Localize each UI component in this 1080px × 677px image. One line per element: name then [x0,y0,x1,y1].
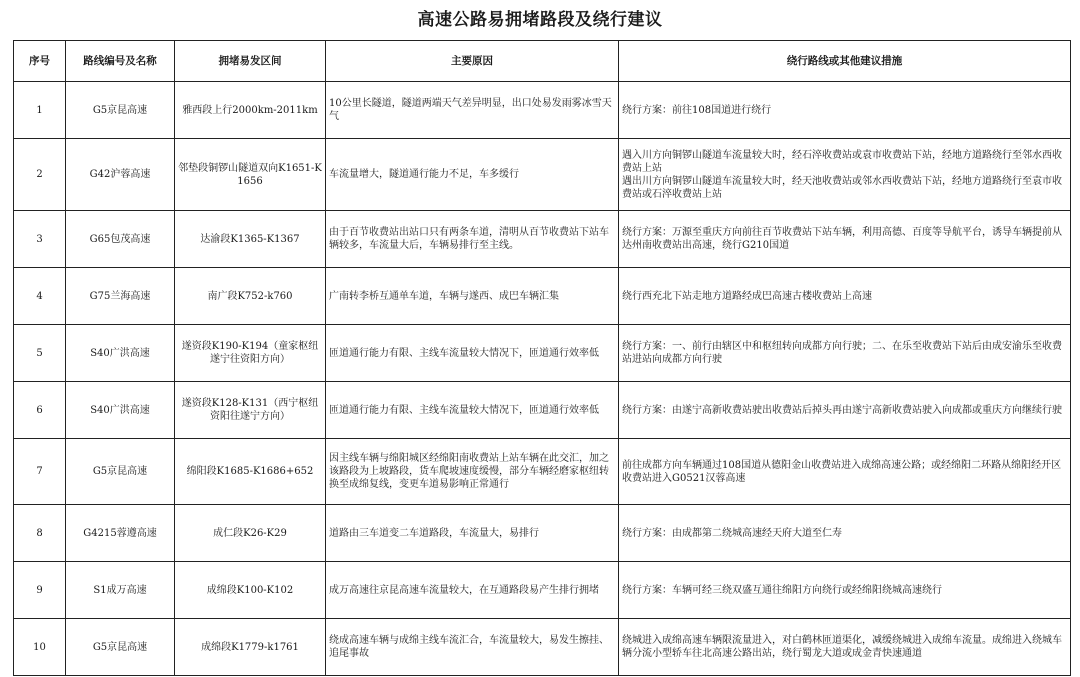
row-route: G5京昆高速 [66,82,175,139]
row-route: G42沪蓉高速 [66,139,175,211]
row-advice: 绕行方案：车辆可经三绕双盛互通往绵阳方向绕行或经绵阳绕城高速绕行 [619,562,1071,619]
row-reason: 10公里长隧道，隧道两端天气差异明显，出口处易发雨雾冰雪天气 [326,82,619,139]
row-section: 雅西段上行2000km-2011km [175,82,326,139]
row-reason: 匝道通行能力有限、主线车流量较大情况下，匝道通行效率低 [326,325,619,382]
row-section: 达渝段K1365-K1367 [175,211,326,268]
row-reason: 广南转李桥互通单车道，车辆与遂西、成巴车辆汇集 [326,268,619,325]
row-no: 1 [14,82,66,139]
row-no: 6 [14,382,66,439]
row-advice: 绕城进入成绵高速车辆限流量进入，对白鹤林匝道渠化，减缓绕城进入成绵车流量。成绵进入绕城车辆分流小型轿车往北高速公路出站，绕行蜀龙大道或成金青快速通道 [619,619,1071,676]
row-no: 10 [14,619,66,676]
table-row [14,382,1071,439]
row-section: 南广段K752-k760 [175,268,326,325]
row-no: 4 [14,268,66,325]
table-header-row [14,41,1071,82]
table-row [14,619,1071,676]
table-row [14,82,1071,139]
row-advice: 前往成都方向车辆通过108国道从德阳金山收费站进入成绵高速公路；或经绵阳二环路从绵阳经开区收费站进入G0521汉蓉高速 [619,439,1071,505]
detour-table [13,40,1071,676]
col-header-route: 路线编号及名称 [66,41,175,82]
col-header-no: 序号 [14,41,66,82]
table-row [14,505,1071,562]
row-no: 9 [14,562,66,619]
row-advice: 绕行方案：前往108国道进行绕行 [619,82,1071,139]
row-reason: 匝道通行能力有限、主线车流量较大情况下，匝道通行效率低 [326,382,619,439]
row-route: G75兰海高速 [66,268,175,325]
row-route: G4215蓉遵高速 [66,505,175,562]
row-route: S40广洪高速 [66,325,175,382]
col-header-advice: 绕行路线或其他建议措施 [619,41,1071,82]
row-route: G65包茂高速 [66,211,175,268]
row-no: 2 [14,139,66,211]
row-section: 成绵段K100-K102 [175,562,326,619]
row-section: 成仁段K26-K29 [175,505,326,562]
row-advice: 绕行方案：一、前行由辖区中和枢纽转向成都方向行驶；二、在乐至收费站下站后由成安渝乐至收费站进站向成都方向行驶 [619,325,1071,382]
row-reason: 道路由三车道变二车道路段，车流量大，易排行 [326,505,619,562]
row-route: G5京昆高速 [66,619,175,676]
row-advice: 绕行西充北下站走地方道路经成巴高速古楼收费站上高速 [619,268,1071,325]
row-route: S40广洪高速 [66,382,175,439]
row-route: G5京昆高速 [66,439,175,505]
advice-line: 遇出川方向铜锣山隧道车流量较大时，经天池收费站或邻水西收费站下站，经地方道路绕行至袁市收费站或石淬收费站上站 [622,175,1062,200]
row-section: 绵阳段K1685-K1686+652 [175,439,326,505]
row-reason: 因主线车辆与绵阳城区经绵阳南收费站上站车辆在此交汇，加之该路段为上坡路段，货车爬坡速度缓慢，部分车辆经磨家枢纽转换至成绵复线，变更车道易影响正常通行 [326,439,619,505]
col-header-section: 拥堵易发区间 [175,41,326,82]
advice-line: 遇入川方向铜锣山隧道车流量较大时，经石淬收费站或袁市收费站下站，经地方道路绕行至邻水西收费站上站 [622,149,1062,174]
row-advice [619,139,1071,211]
table-row [14,139,1071,211]
row-reason: 车流量增大，隧道通行能力不足，车多缓行 [326,139,619,211]
row-reason: 绕成高速车辆与成绵主线车流汇合，车流量较大，易发生擦挂、追尾事故 [326,619,619,676]
row-advice: 绕行方案：由遂宁高新收费站驶出收费站后掉头再由遂宁高新收费站驶入向成都或重庆方向继续行驶 [619,382,1071,439]
row-no: 8 [14,505,66,562]
row-reason: 成万高速往京昆高速车流量较大，在互通路段易产生排行拥堵 [326,562,619,619]
row-reason: 由于百节收费站出站口只有两条车道，清明从百节收费站下站车辆较多，车流量大后，车辆易排行至主线。 [326,211,619,268]
table-row [14,268,1071,325]
row-no: 3 [14,211,66,268]
table-row [14,562,1071,619]
page-title: 高速公路易拥堵路段及绕行建议 [417,10,663,30]
row-no: 7 [14,439,66,505]
table-row [14,325,1071,382]
col-header-reason: 主要原因 [326,41,619,82]
table-row [14,439,1071,505]
row-advice: 绕行方案：由成都第二绕城高速经天府大道至仁寿 [619,505,1071,562]
row-section: 遂资段K128-K131（西宁枢纽资阳往遂宁方向） [175,382,326,439]
row-advice: 绕行方案：万源至重庆方向前往百节收费站下站车辆，利用高德、百度等导航平台，诱导车辆提前从达州南收费站出高速，绕行G210国道 [619,211,1071,268]
row-no: 5 [14,325,66,382]
row-section: 遂资段K190-K194（童家枢纽遂宁往资阳方向） [175,325,326,382]
row-route: S1成万高速 [66,562,175,619]
row-section: 邻垫段铜锣山隧道双向K1651-K1656 [175,139,326,211]
table-row [14,211,1071,268]
row-section: 成绵段K1779-k1761 [175,619,326,676]
